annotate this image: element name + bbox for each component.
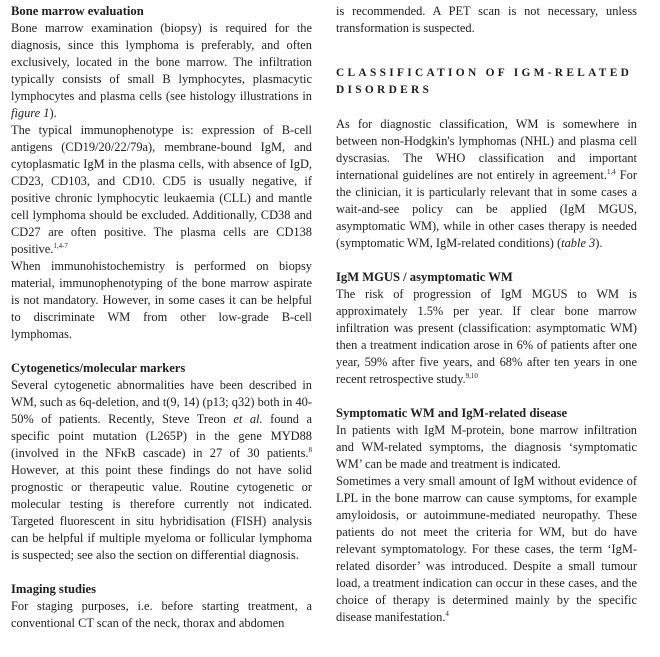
figure-reference: figure 1 [11, 106, 50, 120]
citation-superscript: 8 [308, 446, 312, 454]
paragraph-cytogenetics [11, 377, 312, 564]
heading-bone-marrow-evaluation: Bone marrow evaluation [11, 4, 144, 18]
left-column [11, 3, 312, 632]
paragraph-immunohistochemistry: When immunohistochemistry is performed on biopsy material, immunophenotyping of the bone marrow aspirate is not mandatory. However, in some cases it can be helpful to discriminate WM from other low-grade B-cell lymphomas. [11, 259, 312, 341]
citation-superscript: 1,4-7 [53, 242, 68, 250]
right-column [336, 3, 637, 626]
spacer [336, 252, 637, 269]
paragraph-imaging: For staging purposes, i.e. before starting treatment, a conventional CT scan of the neck, thorax and abdomen [11, 599, 312, 630]
section-heading-classification: CLASSIFICATION OF IGM-RELATED DISORDERS [336, 67, 633, 96]
text: The risk of progression of IgM MGUS to WM is approximately 1.5% per year. If clear bone marrow infiltration was present (classification: asymptomatic WM) then a treatment indication arose in 6% of patients after one year, 59% after five years, and 68% after ten years in one recent retrospective study. [336, 287, 637, 386]
text: ). [595, 236, 603, 250]
heading-symptomatic-wm: Symptomatic WM and IgM-related disease [336, 406, 568, 420]
heading-igm-mgus: IgM MGUS / asymptomatic WM [336, 270, 513, 284]
text: found a specific point mutation (L265P) in the gene MYD88 (involved in the NFκB cascade) in 27 of 30 patients. [11, 412, 312, 460]
spacer [11, 564, 312, 581]
text: As for diagnostic classification, WM is somewhere in between non-Hodgkin's lymphomas (NHL) and plasma cell dyscrasias. The WHO classification and important international guidelines are not entirely in agreement. [336, 117, 637, 182]
text: Bone marrow examination (biopsy) is required for the diagnosis, since this lymphoma is preferably, and often exclusively, located in the bone marrow. The infiltration typically consists of small B lymphocytes, plasmacytic lymphocytes and plasma cells (see histology illustrations in [11, 21, 312, 103]
text: Several cytogenetic abnormalities have been described in WM, such as 6q-deletion, and t(9, 14) (p13; q32) both in 40-50% of patients. Recently, Steve Treon [11, 378, 312, 426]
paragraph-symptomatic-wm: In patients with IgM M-protein, bone marrow infiltration and WM-related symptoms, the diagnosis ‘symptomatic WM’ can be made and treatment is indicated. [336, 423, 637, 471]
text: However, at this point these findings do not have solid prognostic or therapeutic value. Routine cytogenetic or molecular testing is therefore currently not indicated. Targeted fluorescent in situ hybridisation (FISH) analysis can be helpful if multiple myeloma or follicular lymphoma is suspected; see also the section on differential diagnosis. [11, 463, 312, 562]
table-reference: table 3 [561, 236, 596, 250]
spacer [336, 388, 637, 405]
citation-superscript: 4 [445, 610, 449, 618]
heading-cytogenetics: Cytogenetics/molecular markers [11, 361, 186, 375]
paragraph-imaging-continued: is recommended. A PET scan is not necessary, unless transformation is suspected. [336, 4, 637, 35]
paragraph-igm-related-disorder [336, 473, 637, 626]
citation-superscript: 1,4 [606, 168, 616, 176]
spacer [336, 99, 637, 116]
text: ). [49, 106, 57, 120]
citation-superscript: 9,10 [465, 372, 478, 380]
et-al: et al. [233, 412, 263, 426]
spacer [336, 37, 637, 65]
text: For the clinician, it is particularly relevant that in some cases a wait-and-see policy can be applied (IgM MGUS, asymptomatic WM), while in other cases therapy is needed (symptomatic WM, IgM-related conditions) ( [336, 168, 637, 250]
paragraph-immunophenotype [11, 122, 312, 258]
paragraph-classification [336, 116, 637, 252]
paragraph-bone-marrow-biopsy [11, 20, 312, 122]
text: Sometimes a very small amount of IgM without evidence of LPL in the bone marrow can cause symptoms, for example amyloidosis, or autoimmune-mediated neuropathy. These patients do not meet the criteria for WM, but do have relevant symptomatology. For these cases, the term ‘IgM-related disorder’ was introduced. Despite a small tumour load, a treatment indication can occur in these cases, and the choice of therapy is determined mainly by the specific disease manifestation. [336, 474, 637, 624]
text: The typical immunophenotype is: expression of B-cell antigens (CD19/20/22/79a), membrane-bound IgM, and cytoplasmatic IgM in the plasma cells, with absence of IgD, CD23, CD103, and CD10. CD5 is usually negative, if positive chronic lymphocytic leukaemia (CLL) and mantle cell lymphoma should be excluded. Additionally, CD38 and CD27 are often positive. The plasma cells are CD138 positive. [11, 123, 312, 256]
paragraph-igm-mgus [336, 286, 637, 388]
heading-imaging-studies: Imaging studies [11, 582, 97, 596]
spacer [11, 343, 312, 360]
